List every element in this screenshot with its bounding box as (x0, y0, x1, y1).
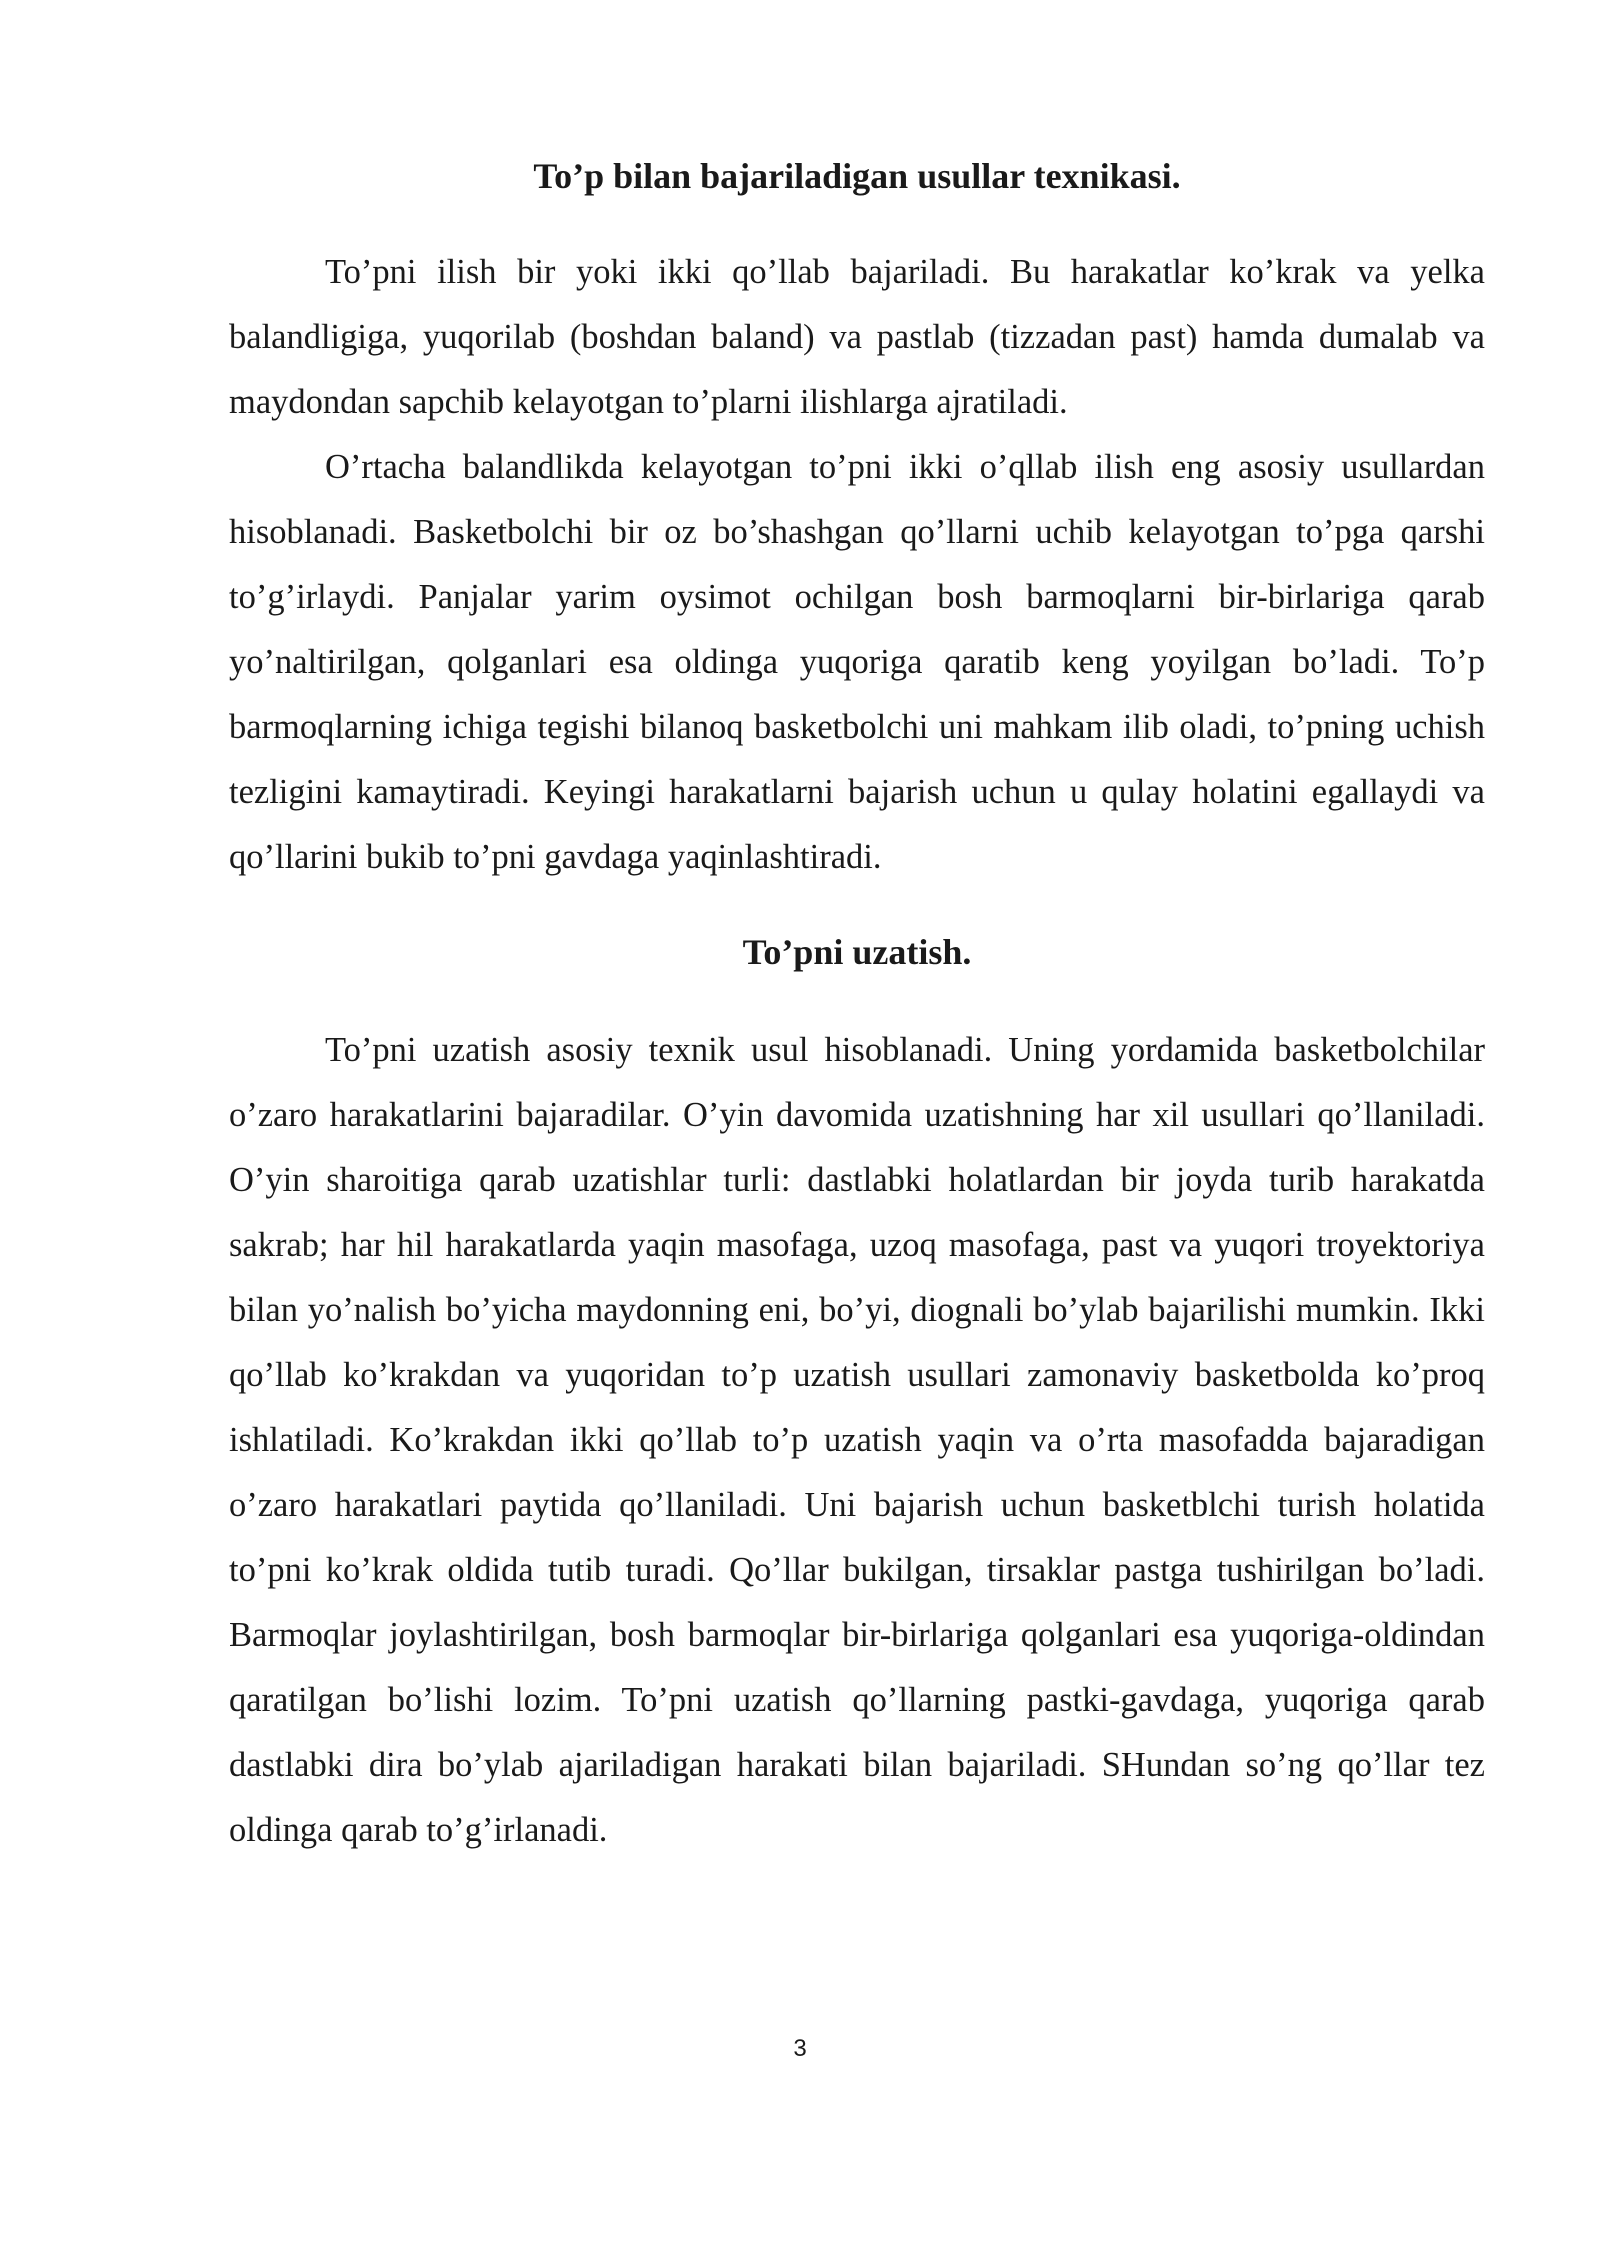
page-content (229, 150, 1485, 1863)
section-title-ball-techniques: To’p bilan bajariladigan usullar texnikasi. (533, 156, 1181, 196)
page-number: 3 (793, 2035, 807, 2062)
paragraph-catching-technique: O’rtacha balandlikda kelayotgan to’pni ikki o’qllab ilish eng asosiy usullardan hisoblanadi. Basketbolchi bir oz bo’shashgan qo’llarni uchib kelayotgan to’pga qarshi to’g’irlaydi. Panjalar yarim oysimot ochilgan bosh barmoqlarni bir-birlariga qarab yo’naltirilgan, qolganlari esa oldinga yuqoriga qaratib keng yoyilgan bo’ladi. To’p barmoqlarning ichiga tegishi bilanoq basketbolchi uni mahkam ilib oladi, to’pning uchish tezligini kamaytiradi. Keyingi harakatlarni bajarish uchun u qulay holatini egallaydi va qo’llarini bukib to’pni gavdaga yaqinlashtiradi. (229, 448, 1485, 876)
section-title-passing: To’pni uzatish. (742, 932, 972, 972)
paragraph-catching-intro: To’pni ilish bir yoki ikki qo’llab bajariladi. Bu harakatlar ko’krak va yelka balandligiga, yuqorilab (boshdan baland) va pastlab (tizzadan past) hamda dumalab va maydondan sapchib kelayotgan to’plarni ilishlarga ajratiladi. (229, 253, 1485, 421)
paragraph-passing-technique: To’pni uzatish asosiy texnik usul hisoblanadi. Uning yordamida basketbolchilar o’zaro harakatlarini bajaradilar. O’yin davomida uzatishning har xil usullari qo’llaniladi. O’yin sharoitiga qarab uzatishlar turli: dastlabki holatlardan bir joyda turib harakatda sakrab; har hil harakatlarda yaqin masofaga, uzoq masofaga, past va yuqori troyektoriya bilan yo’nalish bo’yicha maydonning eni, bo’yi, diognali bo’ylab bajarilishi mumkin. Ikki qo’llab ko’krakdan va yuqoridan to’p uzatish usullari zamonaviy basketbolda ko’proq ishlatiladi. Ko’krakdan ikki qo’llab to’p uzatish yaqin va o’rta masofadda bajaradigan o’zaro harakatlari paytida qo’llaniladi. Uni bajarish uchun basketblchi turish holatida to’pni ko’krak oldida tutib turadi. Qo’llar bukilgan, tirsaklar pastga tushirilgan bo’ladi. Barmoqlar joylashtirilgan, bosh barmoqlar bir-birlariga qolganlari esa yuqoriga-oldindan qaratilgan bo’lishi lozim. To’pni uzatish qo’llarning pastki-gavdaga, yuqoriga qarab dastlabki dira bo’ylab ajariladigan harakati bilan bajariladi. SHundan so’ng qo’llar tez oldinga qarab to’g’irlanadi. (229, 1031, 1485, 1849)
